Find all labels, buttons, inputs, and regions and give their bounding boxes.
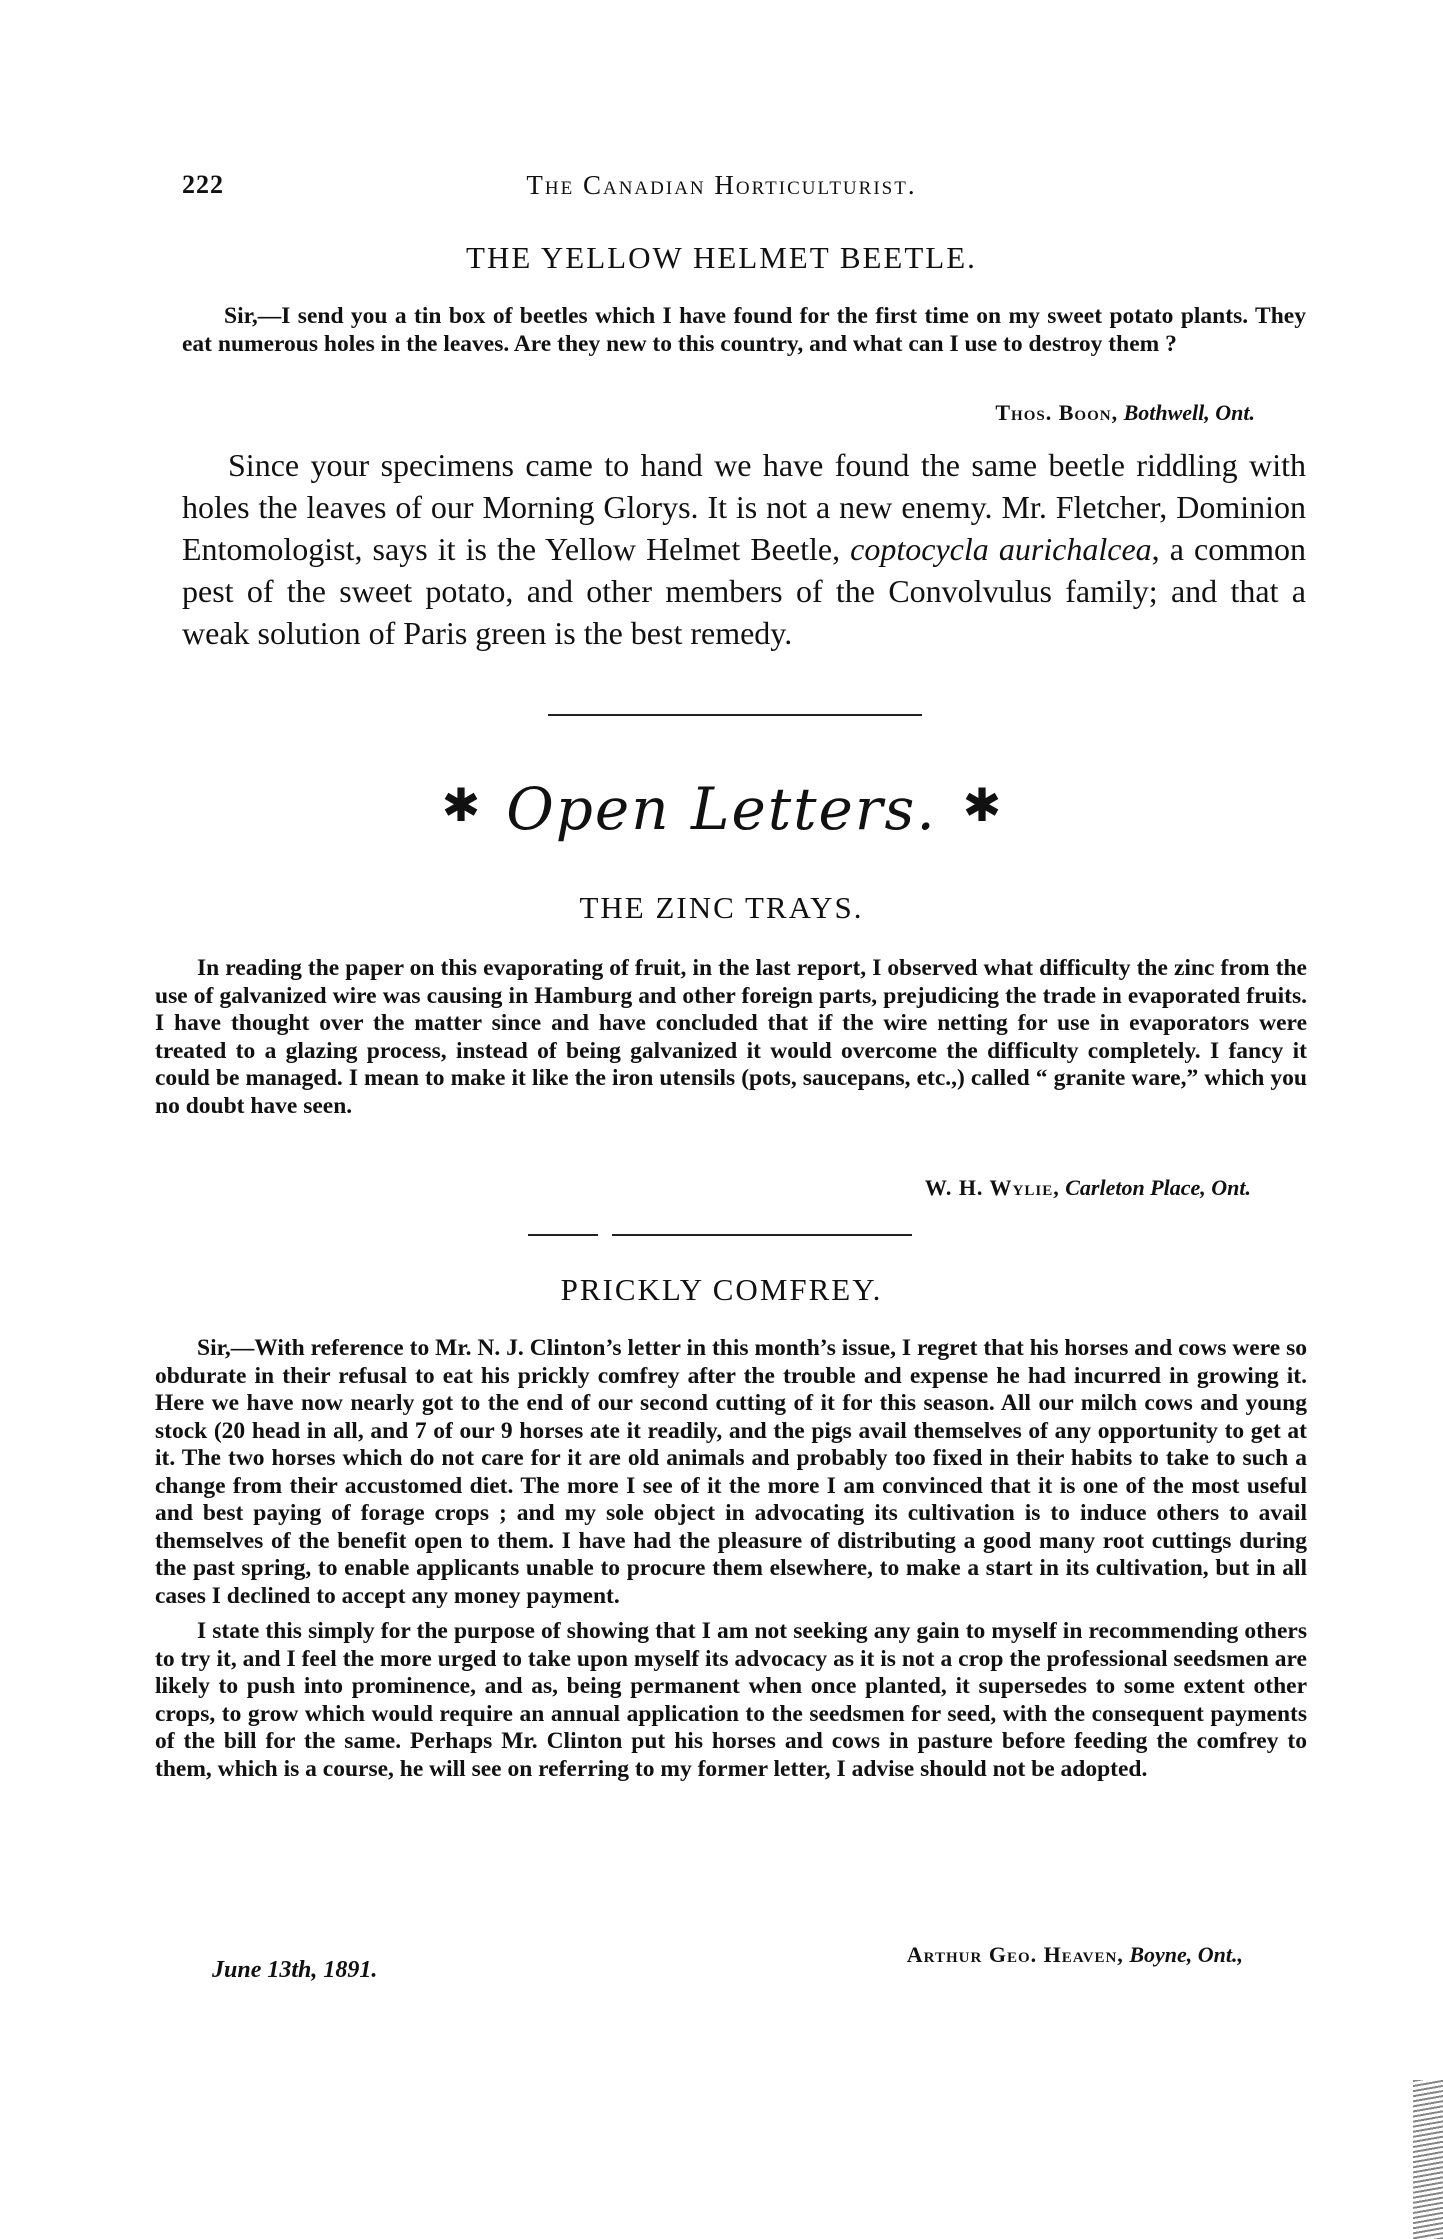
letter-prickly-comfrey: [155, 1335, 1307, 1791]
section-title-zinc-trays: THE ZINC TRAYS.: [579, 890, 864, 925]
divider-rule-short: [528, 1234, 598, 1236]
signature-name: Thos. Boon,: [995, 400, 1119, 425]
page-number: 222: [182, 170, 224, 199]
letter-paragraph: I state this simply for the purpose of showing that I am not seeking any gain to myself in recommending others to try it, and I feel the more urged to take upon myself its advocacy as it is not a crop the professional seedsmen are likely to push into prominence, and as, being permanent when once planted, it supersedes to some extent other crops, to grow which would require an annual application to the seedsmen for seed, with the consequent payments of the bill for the same. Perhaps Mr. Clinton put his horses and cows in pasture before feeding the comfrey to them, which is a course, he will see on referring to my former letter, I advise should not be adopted.: [155, 1618, 1307, 1782]
signature-place: Carleton Place, Ont.: [1065, 1175, 1251, 1200]
reply-text-1: Since your specimens came to hand we have found the same beetle riddling with holes the leaves of our Morning Glorys. It is not a new enemy. Mr. Fletcher, Dominion Entomologist, says it is the Yellow Helmet Beetle,: [182, 447, 1306, 567]
scan-edge-mark: [1413, 2080, 1443, 2239]
reply-species: coptocycla aurichalcea: [850, 531, 1152, 567]
section-title-prickly-comfrey: PRICKLY COMFREY.: [560, 1272, 883, 1307]
signature-name: Arthur Geo. Heaven,: [906, 1942, 1124, 1967]
signature-place: Boyne, Ont.,: [1129, 1942, 1243, 1967]
letter-paragraph: In reading the paper on this evaporating of fruit, in the last report, I observed what difficulty the zinc from the use of galvanized wire was causing in Hamburg and other foreign parts, prejudicing the trade in evaporated fruits. I have thought over the matter since and have concluded that if the wire netting for use in evaporators were treated to a glazing process, instead of being galvanized it would overcome the difficulty completely. I fancy it could be managed. I mean to make it like the iron utensils (pots, saucepans, etc.,) called “ granite ware,” which you no doubt have seen.: [155, 955, 1307, 1119]
ornament-star-icon: ✱: [962, 778, 1002, 832]
signature-wylie: [925, 1175, 1251, 1201]
signature-name: W. H. Wylie,: [924, 1175, 1060, 1200]
letter-zinc-trays: [155, 955, 1307, 1128]
open-letters-title: Open Letters.: [506, 775, 937, 843]
letter-yellow-helmet: [182, 303, 1306, 366]
ornament-star-icon: ✱: [441, 778, 481, 832]
section-title-yellow-helmet: THE YELLOW HELMET BEETLE.: [466, 240, 977, 275]
editor-reply: [182, 444, 1306, 654]
signature-heaven: [907, 1942, 1243, 1968]
letter-paragraph: Sir,—With reference to Mr. N. J. Clinton’s letter in this month’s issue, I regret that his horses and cows were so obdurate in their refusal to eat his prickly comfrey after the trouble and expense he had incurred in growing it. Here we have now nearly got to the end of our second cutting of it for this season. All our milch cows and young stock (20 head in all, and 7 of our 9 horses ate it readily, and the pigs avail themselves of any opportunity to get at it. The two horses which do not care for it are old animals and probably too fixed in their habits to take to such a change from their accustomed diet. The more I see of it the more I am convinced that it is one of the most useful and best paying of forage crops ; and my sole object in advocating its cultivation is to induce others to avail themselves of the benefit open to them. I have had the pleasure of distributing a good many root cuttings during the past spring, to enable applicants unable to procure them elsewhere, to make a start in its cultivation, but in all cases I declined to accept any money payment.: [155, 1335, 1307, 1609]
open-letters-heading: [0, 775, 1443, 843]
signature-boon: [995, 400, 1255, 426]
reply-text-2: , a common pest of the sweet potato, and other members of the Convolvulus family; and that a weak solution of Paris green is the best remedy.: [182, 531, 1306, 651]
divider-rule: [548, 714, 922, 716]
running-head: The Canadian Horticulturist.: [526, 170, 917, 200]
signature-place: Bothwell, Ont.: [1123, 400, 1255, 425]
divider-rule: [612, 1234, 912, 1236]
letter-paragraph: Sir,—I send you a tin box of beetles which I have found for the first time on my sweet potato plants. They eat numerous holes in the leaves. Are they new to this country, and what can I use to destroy them ?: [182, 303, 1306, 357]
letter-date: June 13th, 1891.: [212, 1957, 378, 1983]
